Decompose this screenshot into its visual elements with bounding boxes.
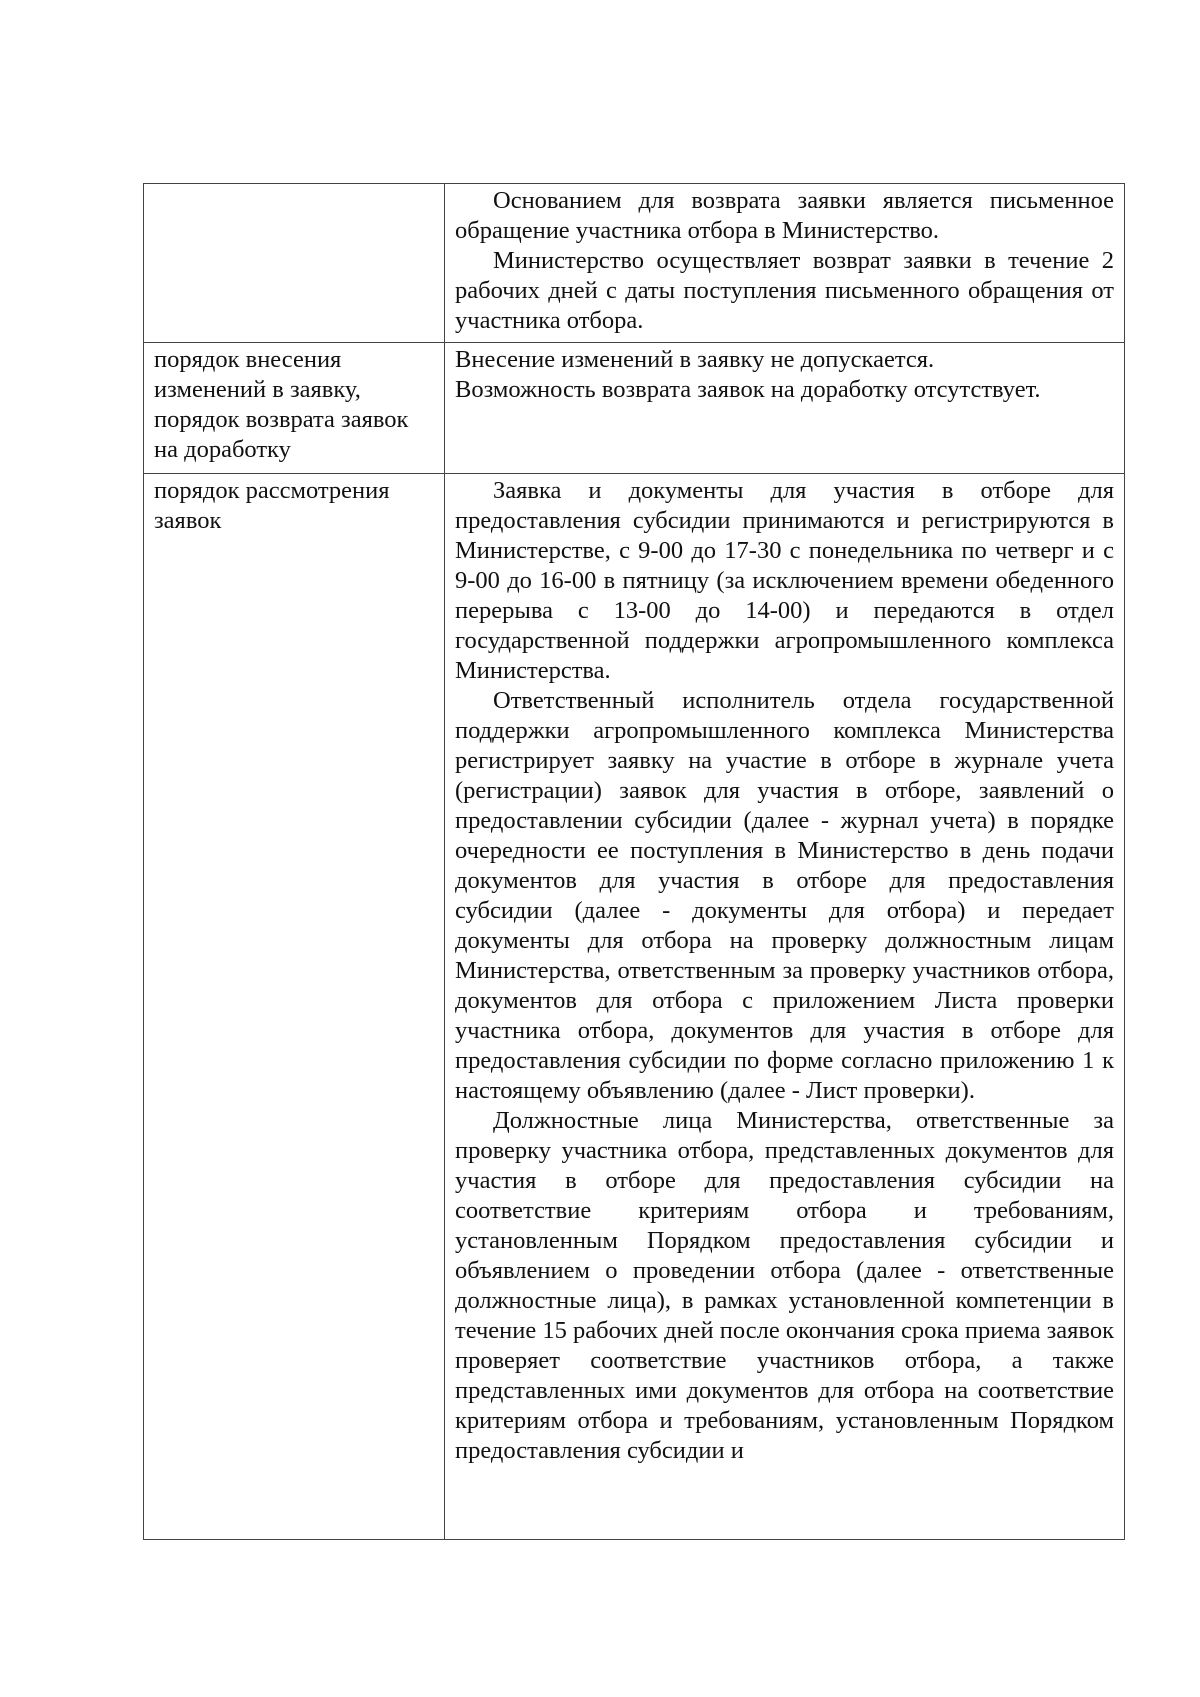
paragraph: Возможность возврата заявок на доработку отсутствует. [455,376,1041,403]
announcement-table [143,183,1125,1540]
table-row [144,474,1125,1540]
row-label-cell [144,184,445,343]
table-row [144,343,1125,474]
row-label: порядок внесения изменений в заявку, порядок возврата заявок на доработку [154,346,409,463]
paragraph: Должностные лица Министерства, ответственные за проверку участника отбора, представленных документов для участия в отборе для предоставления субсидии на соответствие критериям отбора и требованиям, установленным Порядком предоставления субсидии и объявлением о проведении отбора (далее - ответственные должностные лица), в рамках установленной компетенции в течение 15 рабочих дней после окончания срока приема заявок проверяет соответствие участников отбора, а также представленных ими документов для отбора на соответствие критериям отбора и требованиям, установленным Порядком предоставления субсидии и [455,1107,1114,1464]
paragraph: Внесение изменений в заявку не допускается. [455,346,935,373]
paragraph: Основанием для возврата заявки является письменное обращение участника отбора в Министерство. [455,187,1114,244]
paragraph: Министерство осуществляет возврат заявки в течение 2 рабочих дней с даты поступления письменного обращения от участника отбора. [455,247,1114,334]
paragraph: Ответственный исполнитель отдела государственной поддержки агропромышленного комплекса Министерства регистрирует заявку на участие в отборе в журнале учета (регистрации) заявок для участия в отборе, заявлений о предоставлении субсидии (далее - журнал учета) в порядке очередности ее поступления в Министерство в день подачи документов для участия в отборе для предоставления субсидии (далее - документы для отбора) и передает документы для отбора на проверку должностным лицам Министерства, ответственным за проверку участников отбора, документов для отбора с приложением Листа проверки участника отбора, документов для участия в отборе для предоставления субсидии по форме согласно приложению 1 к настоящему объявлению (далее - Лист проверки). [455,687,1114,1104]
row-label-cell [144,343,445,474]
row-content-cell [445,343,1125,474]
row-label-cell [144,474,445,1540]
row-content-cell [445,474,1125,1540]
row-content-cell [445,184,1125,343]
row-label: порядок рассмотрения заявок [154,477,390,534]
paragraph: Заявка и документы для участия в отборе для предоставления субсидии принимаются и регистрируются в Министерстве, с 9-00 до 17-30 с понедельника по четверг и с 9-00 до 16-00 в пятницу (за исключением времени обеденного перерыва с 13-00 до 14-00) и передаются в отдел государственной поддержки агропромышленного комплекса Министерства. [455,477,1114,684]
table-row [144,184,1125,343]
